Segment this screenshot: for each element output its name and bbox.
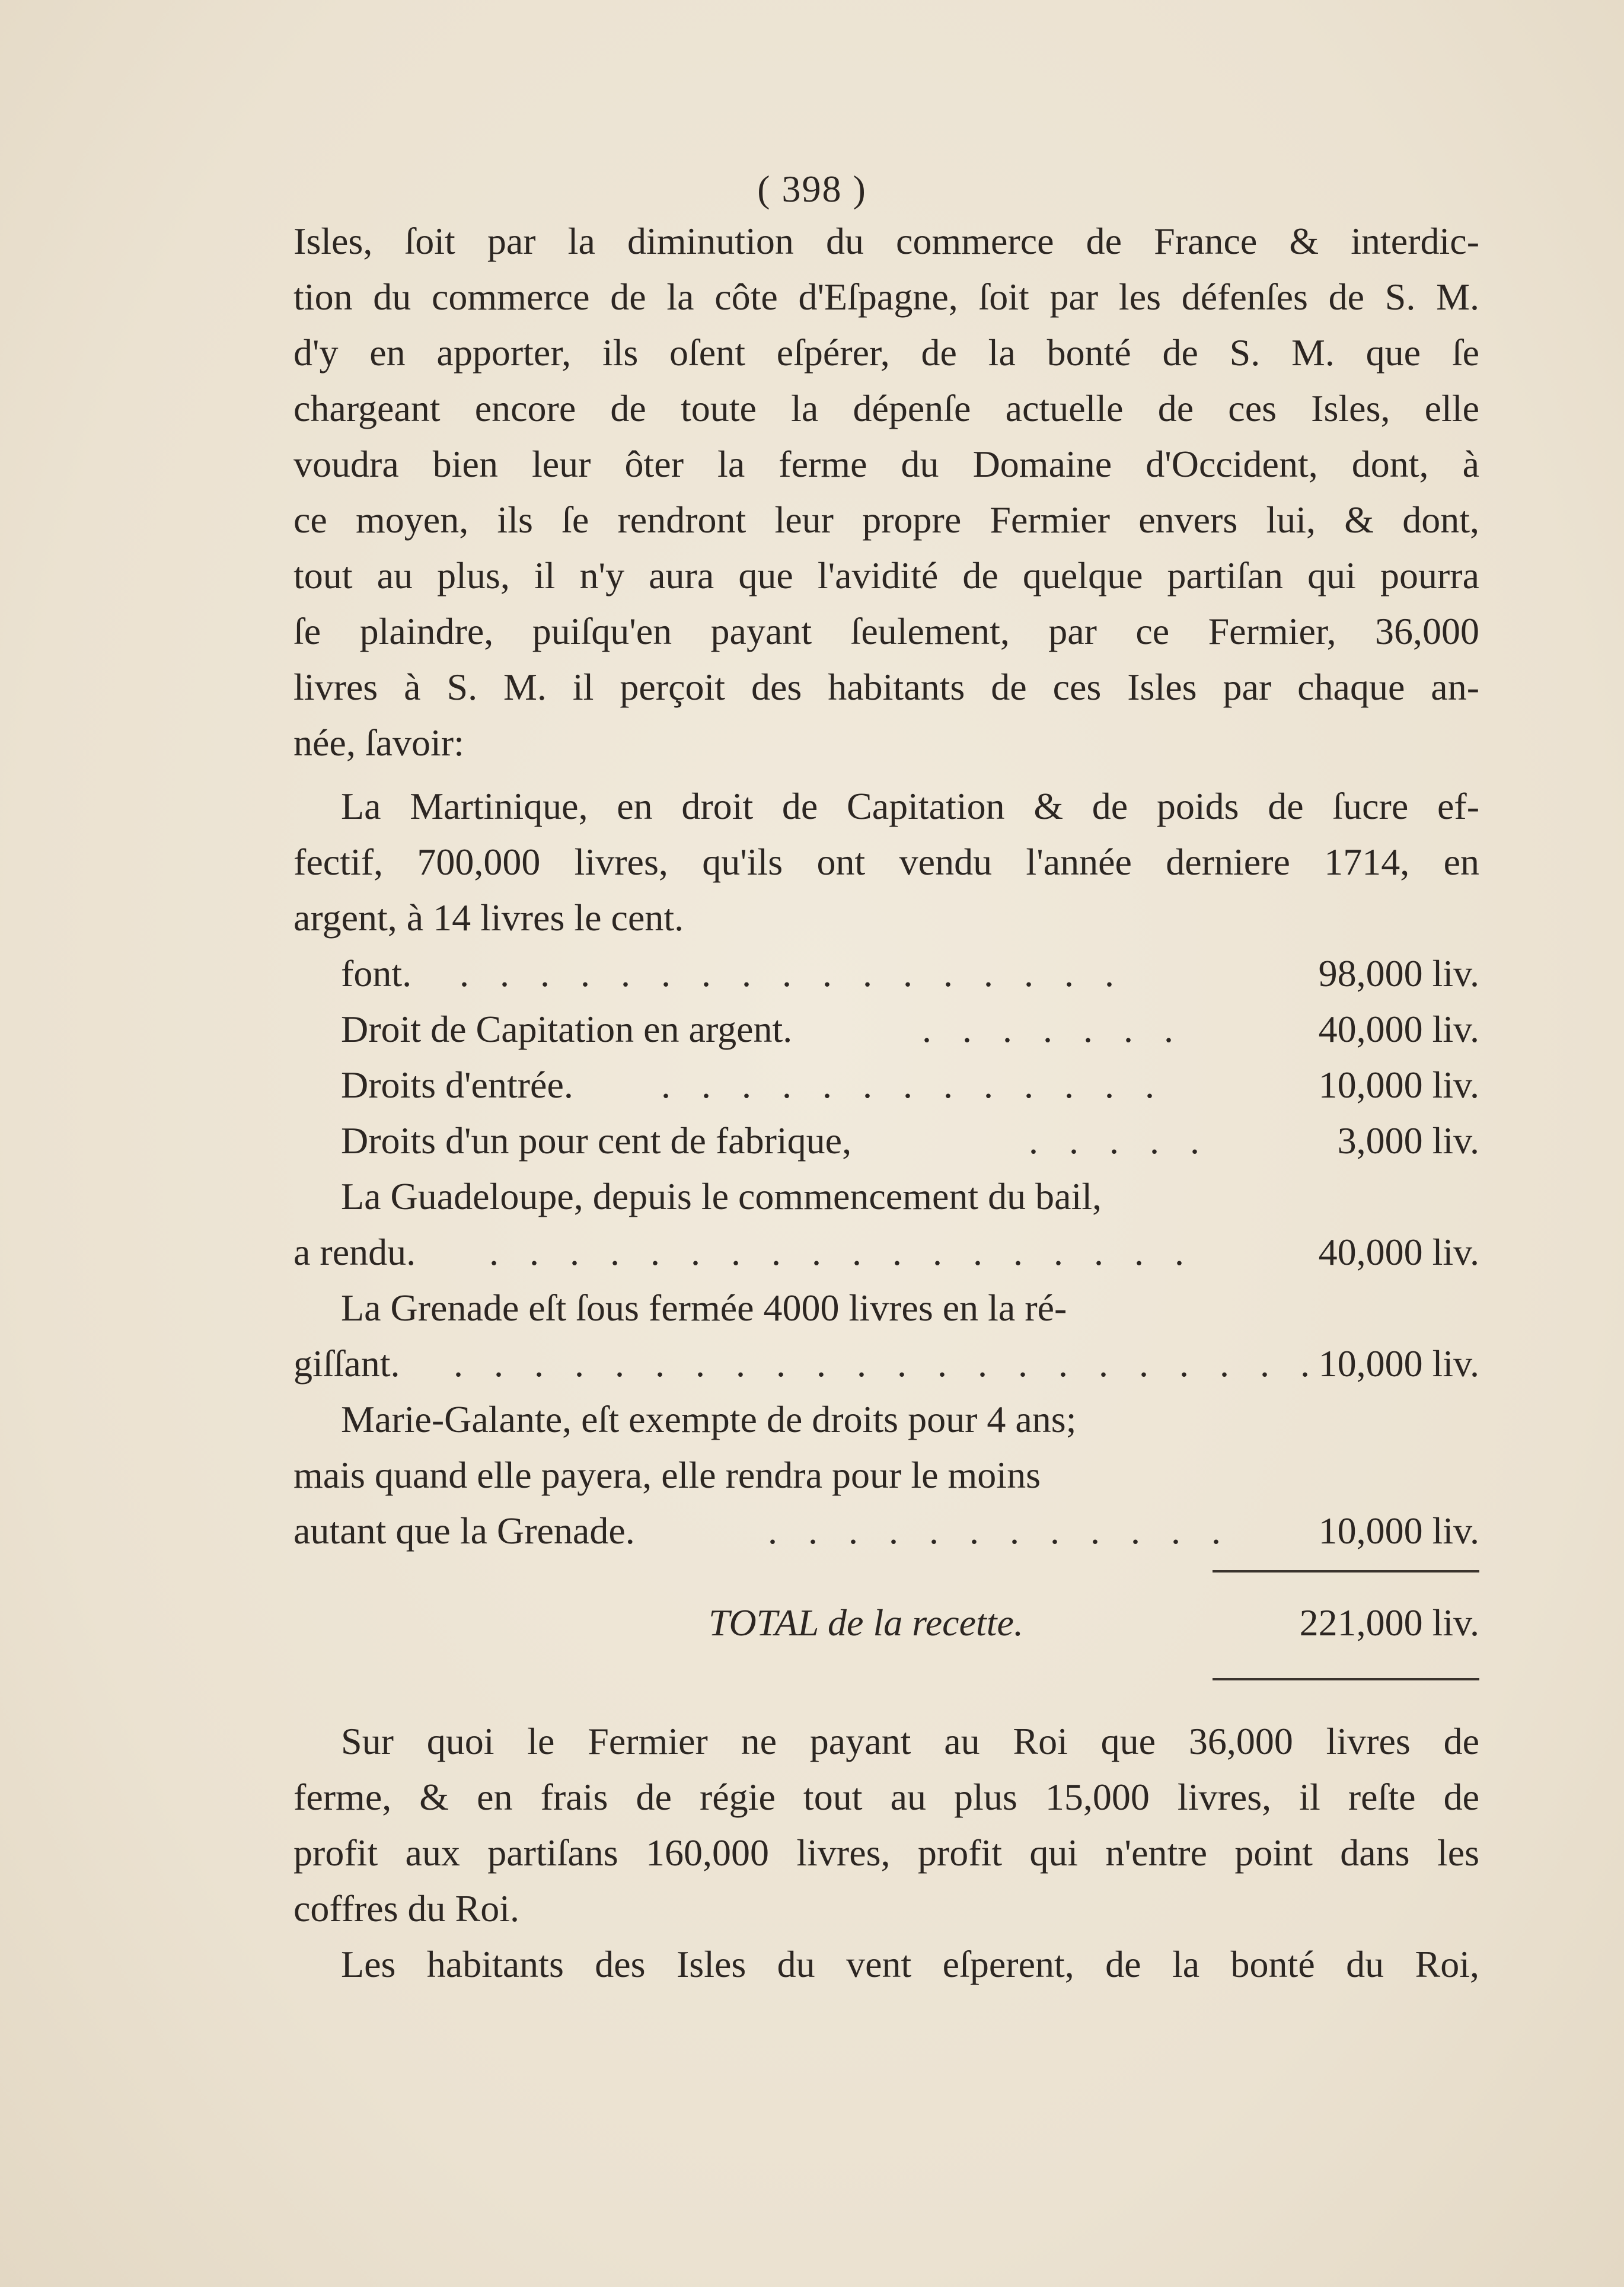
- text-line: ſe plaindre, puiſqu'en payant ſeulement, par ce Fermier, 36,000: [293, 610, 1479, 652]
- row-label: Droits d'entrée.: [341, 1064, 573, 1106]
- row-label: La Grenade eſt ſous fermée 4000 livres en la ré-: [341, 1287, 1067, 1329]
- ledger-row-mariegalante: [293, 1503, 1479, 1559]
- text-line: argent, à 14 livres le cent.: [293, 897, 684, 939]
- text-line: livres à S. M. il perçoit des habitants de ces Isles par chaque an-: [293, 666, 1479, 708]
- ledger-row-fabrique: [293, 1113, 1479, 1169]
- text-line: ferme, & en frais de régie tout au plus 15,000 livres, il reſte de: [293, 1776, 1479, 1818]
- total-amount: 221,000 liv.: [1299, 1602, 1479, 1644]
- ledger-row-font: [293, 946, 1479, 1001]
- text-line: coffres du Roi.: [293, 1887, 519, 1929]
- row-amount: 98,000 liv.: [1318, 952, 1479, 994]
- leader-dots: . . . . .: [1029, 1119, 1210, 1162]
- text-line: voudra bien leur ôter la ferme du Domaine d'Occident, dont, à: [293, 443, 1479, 485]
- text-line: tout au plus, il n'y aura que l'avidité de quelque partiſan qui pourra: [293, 554, 1479, 597]
- leader-dots: . . . . . . .: [922, 1008, 1184, 1050]
- paragraph-2: [293, 1714, 1479, 1937]
- text-line: fectif, 700,000 livres, qu'ils ont vendu l'année derniere 1714, en: [293, 841, 1479, 883]
- paragraph-1: [293, 213, 1479, 771]
- sum-rule-bottom: [1213, 1678, 1479, 1680]
- text-line: chargeant encore de toute la dépenſe actuelle de ces Isles, elle: [293, 387, 1479, 429]
- text-line: Isles, ſoit par la diminution du commerce de France & interdic-: [293, 220, 1479, 262]
- ledger-mariegalante-line1: [293, 1392, 1479, 1447]
- row-amount: 40,000 liv.: [1318, 1008, 1479, 1050]
- sum-rule-top: [1213, 1570, 1479, 1572]
- ledger-row-grenade: [293, 1336, 1479, 1392]
- text-line: d'y en apporter, ils oſent eſpérer, de la bonté de S. M. que ſe: [293, 331, 1479, 374]
- row-amount: 10,000 liv.: [1318, 1064, 1479, 1106]
- leader-dots: . . . . . . . . . . . . . . . . .: [460, 952, 1125, 994]
- leader-dots: . . . . . . . . . . . .: [768, 1510, 1231, 1552]
- row-label: Droits d'un pour cent de fabrique,: [341, 1119, 852, 1162]
- text-line: née, ſavoir:: [293, 722, 464, 764]
- row-amount: 10,000 liv.: [1318, 1510, 1479, 1552]
- row-amount: 10,000 liv.: [1318, 1342, 1479, 1385]
- ledger-grenade-line1: [293, 1280, 1479, 1336]
- row-label: mais quand elle payera, elle rendra pour le moins: [293, 1454, 1041, 1496]
- row-label: autant que la Grenade.: [293, 1510, 635, 1552]
- leader-dots: . . . . . . . . . . . . .: [661, 1064, 1165, 1106]
- ledger-row-entree: [293, 1057, 1479, 1113]
- total-row: [293, 1595, 1479, 1651]
- row-label: giſſant.: [293, 1342, 400, 1385]
- ledger-mariegalante-line2: [293, 1447, 1479, 1503]
- text-line: tion du commerce de la côte d'Eſpagne, ſoit par les défenſes de S. M.: [293, 276, 1479, 318]
- ledger-guadeloupe-line1: [293, 1169, 1479, 1224]
- row-label: La Guadeloupe, depuis le commencement du bail,: [341, 1175, 1102, 1217]
- text-line: La Martinique, en droit de Capitation & de poids de ſucre ef-: [341, 785, 1479, 827]
- text-line: Sur quoi le Fermier ne payant au Roi que 36,000 livres de: [341, 1720, 1479, 1762]
- row-label: Droit de Capitation en argent.: [341, 1008, 793, 1050]
- row-amount: 3,000 liv.: [1337, 1119, 1479, 1162]
- text-line: profit aux partiſans 160,000 livres, profit qui n'entre point dans les: [293, 1832, 1479, 1874]
- row-label: font.: [341, 952, 412, 994]
- paragraph-3: [293, 1937, 1479, 1992]
- row-amount: 40,000 liv.: [1318, 1231, 1479, 1273]
- ledger-row-guadeloupe: [293, 1224, 1479, 1280]
- row-label: a rendu.: [293, 1231, 416, 1273]
- text-line: Les habitants des Isles du vent eſperent, de la bonté du Roi,: [341, 1943, 1479, 1985]
- page-number: ( 398 ): [757, 168, 867, 210]
- paragraph-martinique: [293, 779, 1479, 946]
- total-label: TOTAL de la recette.: [709, 1602, 1023, 1644]
- leader-dots: . . . . . . . . . . . . . . . . . . . . . .: [454, 1342, 1320, 1385]
- ledger-row-capitation: [293, 1001, 1479, 1057]
- leader-dots: . . . . . . . . . . . . . . . . . .: [489, 1231, 1195, 1273]
- text-line: ce moyen, ils ſe rendront leur propre Fermier envers lui, & dont,: [293, 499, 1479, 541]
- row-label: Marie-Galante, eſt exempte de droits pour 4 ans;: [341, 1398, 1077, 1440]
